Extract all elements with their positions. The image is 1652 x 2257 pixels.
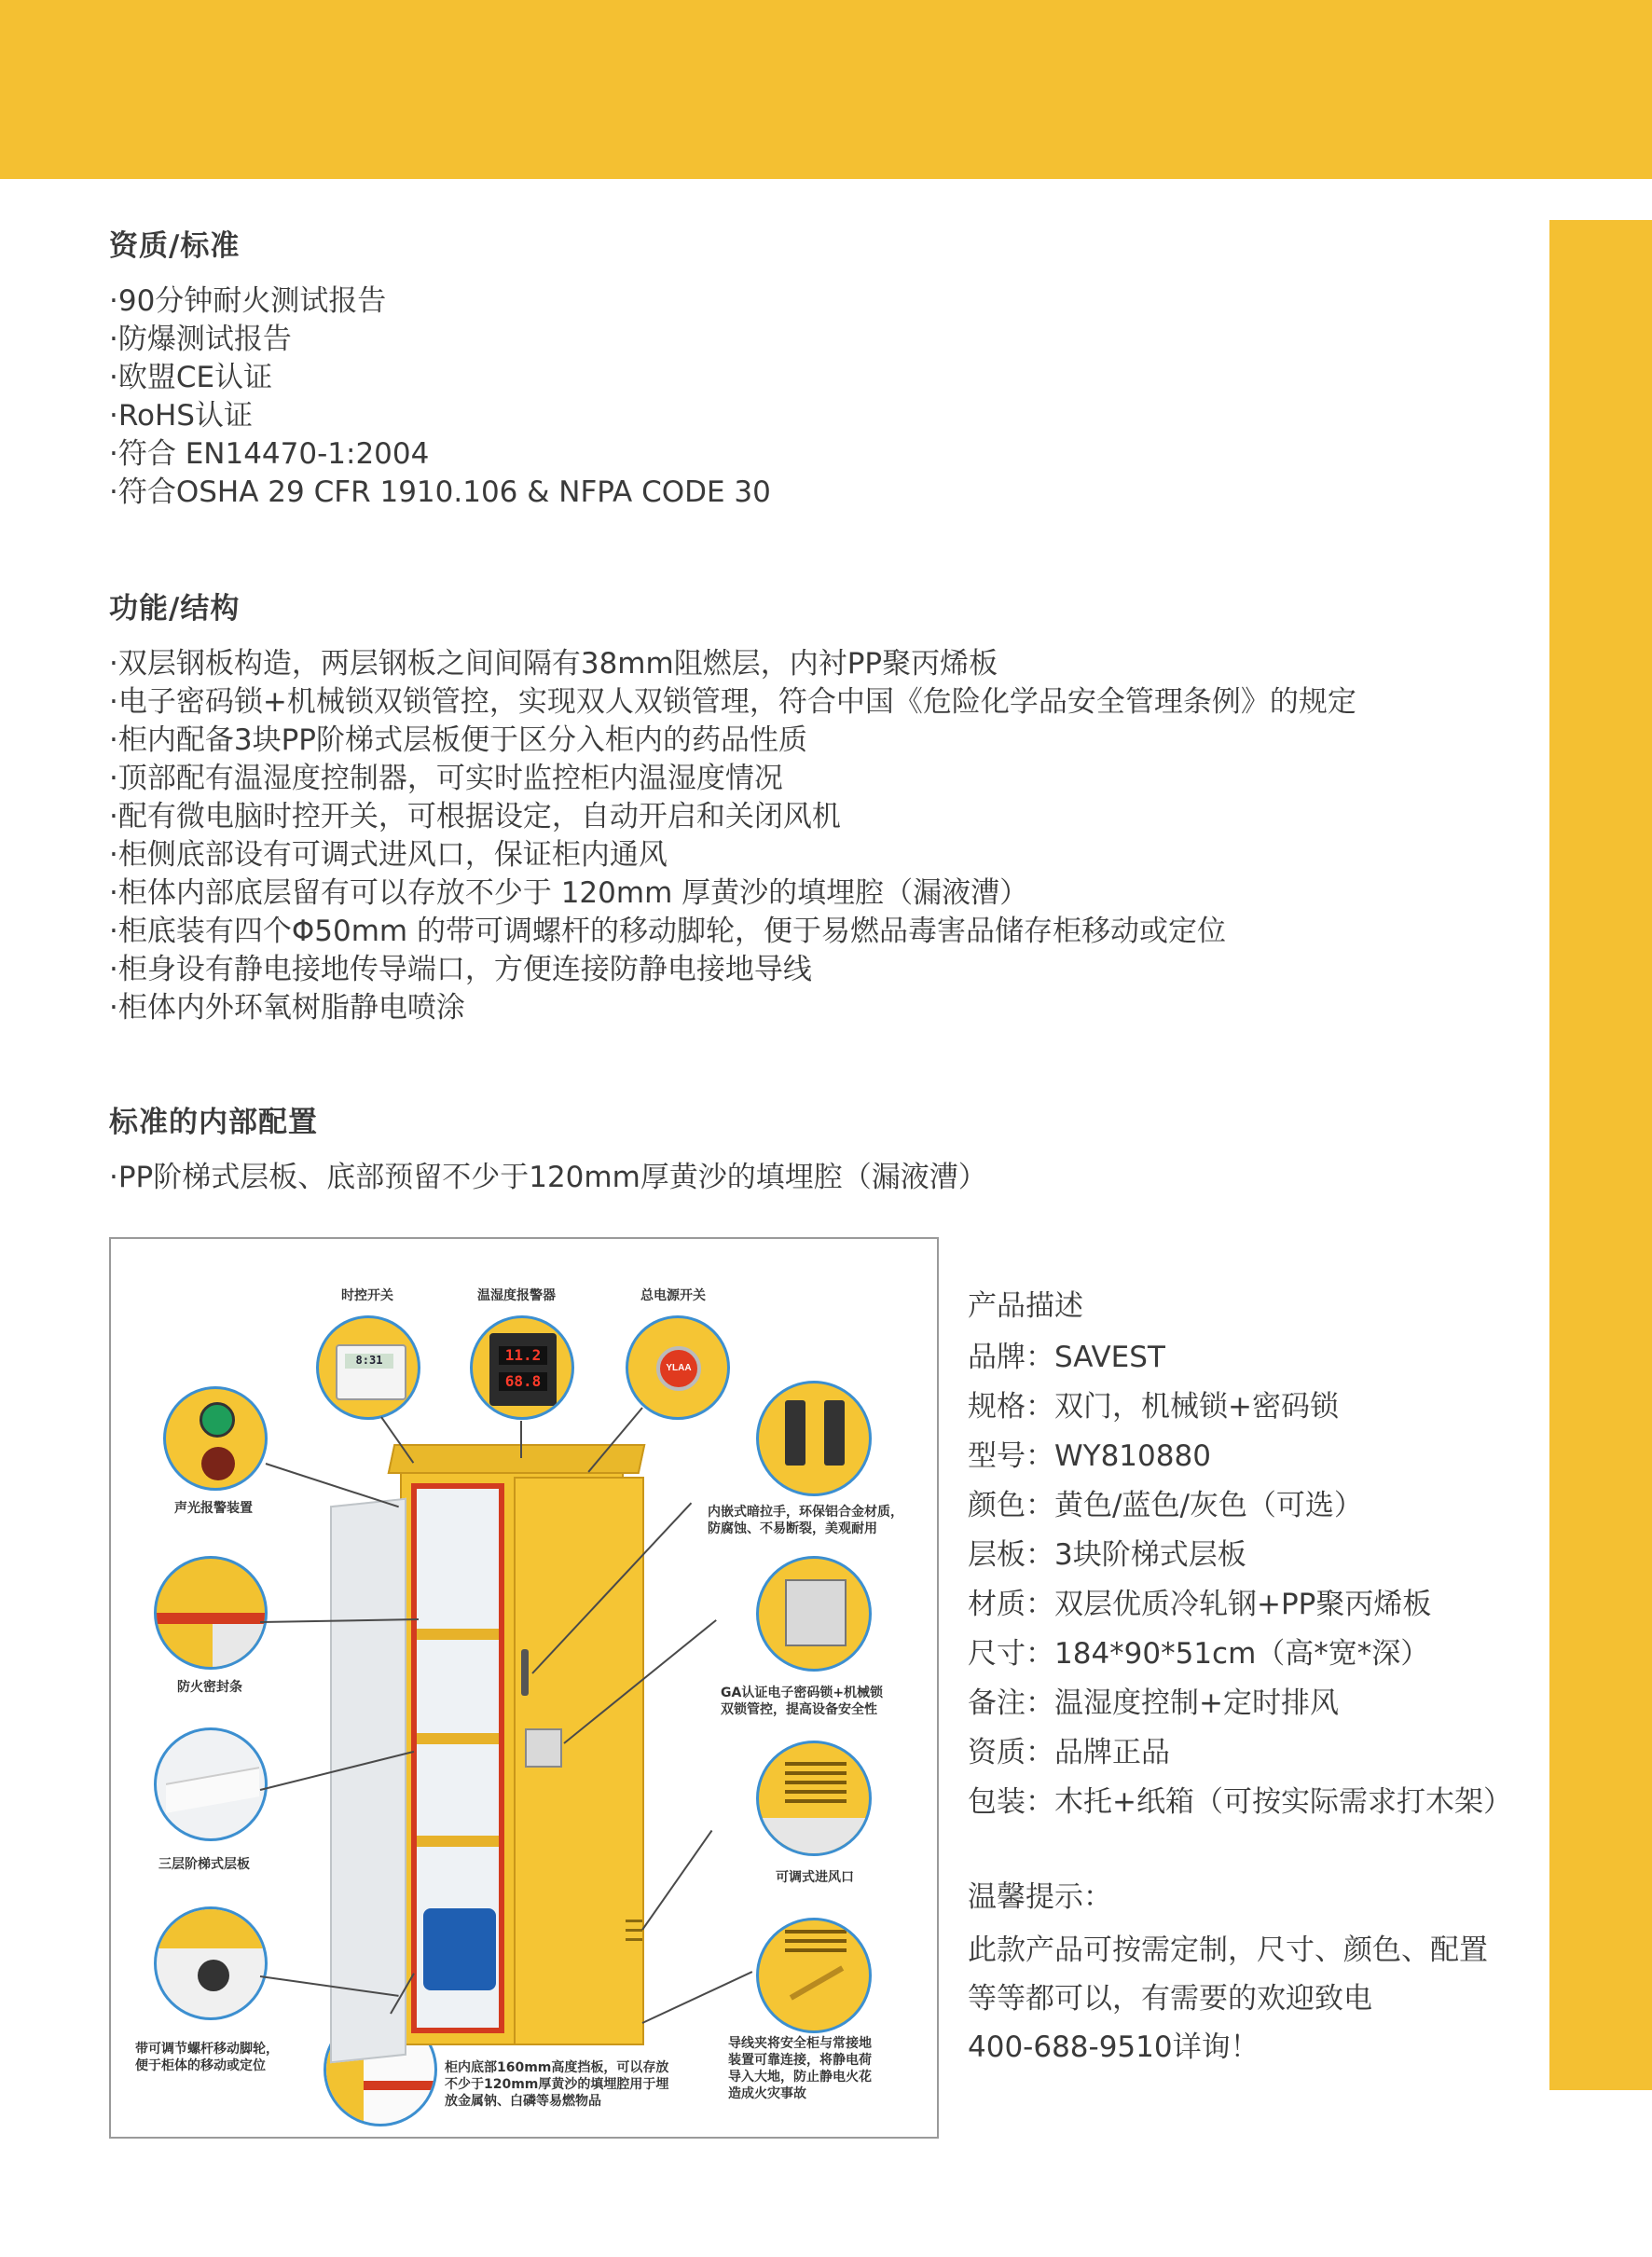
ground-label-line: 装置可靠连接，将静电荷 <box>728 2053 872 2068</box>
list-item: ·双层钢板构造，两层钢板之间间隔有38mm阻燃层，内衬PP聚丙烯板 <box>109 647 998 681</box>
alarm-light-icon <box>200 1402 235 1438</box>
spec-row: 型号：WY810880 <box>968 1439 1211 1473</box>
door-handle-icon <box>521 1649 529 1696</box>
internal-heading: 标准的内部配置 <box>109 1106 318 1139</box>
alarm-device-label: 声光报警装置 <box>174 1501 253 1516</box>
temp-alarm-label: 温湿度报警器 <box>477 1288 556 1303</box>
lock-label-line: GA认证电子密码锁+机械锁 <box>721 1686 884 1700</box>
product-description <box>968 1287 1512 1827</box>
list-item: ·柜体内部底层留有可以存放不少于 120mm 厚黄沙的填埋腔（漏液漕） <box>109 876 1029 910</box>
spec-row: 尺寸：184*90*51cm（高*宽*深） <box>968 1637 1430 1671</box>
timer-switch-callout <box>316 1315 420 1420</box>
shelves-callout <box>154 1727 268 1841</box>
list-item: ·柜侧底部设有可调式进风口，保证柜内通风 <box>109 838 668 872</box>
vent-icon <box>785 1762 847 1766</box>
list-item: ·电子密码锁+机械锁双锁管控，实现双人双锁管理，符合中国《危险化学品安全管理条例》的规定 <box>109 685 1356 719</box>
power-switch-callout <box>626 1315 730 1420</box>
header-band <box>0 0 1652 179</box>
shelf <box>417 1733 499 1744</box>
shelves-label: 三层阶梯式层板 <box>158 1857 250 1872</box>
ground-label <box>728 2035 933 2102</box>
structure-heading: 功能/结构 <box>109 592 241 626</box>
handle-label <box>708 1504 931 1537</box>
timer-label: 时控开关 <box>341 1288 393 1303</box>
list-item: ·柜底装有四个Φ50mm 的带可调螺杆的移动脚轮，便于易燃品毒害品储存柜移动或定位 <box>109 915 1226 948</box>
vent-callout <box>756 1741 872 1856</box>
side-vent <box>626 1929 642 1932</box>
structure-section <box>109 585 1356 1027</box>
temp-device <box>489 1333 557 1406</box>
tip-line: 等等都可以，有需要的欢迎致电 <box>968 1982 1372 2016</box>
spec-row: 备注：温湿度控制+定时排风 <box>968 1686 1339 1720</box>
list-item: ·符合 EN14470-1:2004 <box>109 437 430 471</box>
leader-line <box>266 1463 399 1507</box>
caster-label-line: 便于柜体的移动或定位 <box>135 2058 266 2073</box>
list-item: ·PP阶梯式层板、底部预留不少于120mm厚黄沙的填埋腔（漏液漕） <box>109 1161 987 1194</box>
bottom-label-line: 不少于120mm厚黄沙的填埋腔用于埋 <box>445 2077 669 2092</box>
bottom-label-line: 柜内底部160mm高度挡板，可以存放 <box>445 2060 669 2075</box>
tip-phone: 400-688-9510详询！ <box>968 2030 1260 2064</box>
list-item: ·柜身设有静电接地传导端口，方便连接防静电接地导线 <box>109 953 812 986</box>
ground-label-line: 造成火灾事故 <box>728 2086 806 2101</box>
power-label: 总电源开关 <box>640 1288 706 1303</box>
lock-label <box>721 1685 935 1718</box>
spec-row: 品牌：SAVEST <box>968 1341 1165 1374</box>
spec-row: 规格：双门，机械锁+密码锁 <box>968 1390 1339 1424</box>
caster-callout <box>154 1906 268 2020</box>
handle-label-line: 防腐蚀、不易断裂，美观耐用 <box>708 1521 877 1536</box>
shelf <box>417 1629 499 1640</box>
alarm-device-callout <box>163 1386 268 1491</box>
temp-alarm-callout <box>470 1315 574 1420</box>
list-item: ·柜内配备3块PP阶梯式层板便于区分入柜内的药品性质 <box>109 723 807 757</box>
baffle-strip <box>364 2081 437 2090</box>
door-keypad-icon <box>525 1728 562 1768</box>
leader-line <box>641 1830 712 1931</box>
tip-title: 温馨提示： <box>968 1880 1112 1914</box>
list-item: ·柜体内外环氧树脂静电喷涂 <box>109 991 465 1025</box>
power-button-icon: YLAA <box>656 1346 701 1391</box>
spec-row: 层板：3块阶梯式层板 <box>968 1538 1246 1572</box>
list-item: ·配有微电脑时控开关，可根据设定，自动开启和关闭风机 <box>109 800 841 833</box>
handle-callout <box>756 1381 872 1496</box>
caster-base <box>157 1909 268 1948</box>
bottom-baffle-label <box>445 2059 715 2110</box>
lock-callout <box>756 1556 872 1672</box>
humidity-display: 68.8 <box>499 1372 547 1391</box>
timer-device <box>336 1344 406 1400</box>
internal-section <box>109 1098 987 1197</box>
caster-label-line: 带可调节螺杆移动脚轮， <box>135 2042 279 2057</box>
list-item: ·欧盟CE认证 <box>109 361 273 394</box>
buzzer-icon <box>201 1447 235 1480</box>
side-vent <box>626 1920 642 1922</box>
list-item: ·RoHS认证 <box>109 399 253 433</box>
leader-line <box>520 1421 522 1458</box>
caster-label <box>135 2041 322 2074</box>
cabinet-diagram <box>109 1237 939 2139</box>
handle-label-line: 内嵌式暗拉手，环保铝合金材质， <box>708 1505 903 1520</box>
cabinet-left-door <box>330 1498 406 2064</box>
side-accent-bar <box>1549 220 1652 2090</box>
list-item: ·防爆测试报告 <box>109 323 292 356</box>
ground-callout <box>756 1918 872 2033</box>
spec-row: 颜色：黄色/蓝色/灰色（可选） <box>968 1489 1363 1522</box>
bottom-label-line: 放金属钠、白磷等易燃物品 <box>445 2094 601 2109</box>
lock-label-line: 双锁管控，提高设备安全性 <box>721 1702 877 1717</box>
qualification-section <box>109 222 771 512</box>
vent-label: 可调式进风口 <box>776 1870 854 1885</box>
ground-label-line: 导入大地，防止静电火花 <box>728 2070 872 2085</box>
tip-section <box>968 1878 1488 2071</box>
product-title: 产品描述 <box>968 1289 1083 1323</box>
tip-line: 此款产品可按需定制，尺寸、颜色、配置 <box>968 1934 1488 1967</box>
spec-row: 包装：木托+纸箱（可按实际需求打木架） <box>968 1785 1512 1819</box>
seal-panel <box>213 1624 268 1670</box>
ground-vent <box>785 1930 847 1934</box>
list-item: ·顶部配有温湿度控制器，可实时监控柜内温湿度情况 <box>109 762 783 795</box>
shelf <box>417 1836 499 1847</box>
keypad-icon <box>785 1579 847 1646</box>
fire-seal-label: 防火密封条 <box>177 1680 242 1695</box>
spec-row: 材质：双层优质冷轧钢+PP聚丙烯板 <box>968 1588 1432 1621</box>
side-vent <box>626 1938 642 1941</box>
handle-icon <box>785 1400 805 1466</box>
fire-seal-callout <box>154 1556 268 1670</box>
handle-icon <box>824 1400 845 1466</box>
list-item: ·90分钟耐火测试报告 <box>109 284 387 318</box>
leader-line <box>642 1971 753 2024</box>
shelf-shape <box>166 1767 259 1813</box>
seal-strip <box>157 1613 268 1624</box>
vent-floor <box>759 1818 872 1856</box>
timer-display: 8:31 <box>345 1354 393 1369</box>
list-item: ·符合OSHA 29 CFR 1910.106 & NFPA CODE 30 <box>109 475 771 509</box>
spec-row: 资质：品牌正品 <box>968 1736 1170 1769</box>
ground-label-line: 导线夹将安全柜与常接地 <box>728 2036 872 2051</box>
qualification-heading: 资质/标准 <box>109 229 241 263</box>
temp-display: 11.2 <box>499 1346 547 1365</box>
caster-wheel-icon <box>198 1960 229 1991</box>
blue-drum <box>423 1908 496 1990</box>
ground-clip-icon <box>790 1965 844 2000</box>
